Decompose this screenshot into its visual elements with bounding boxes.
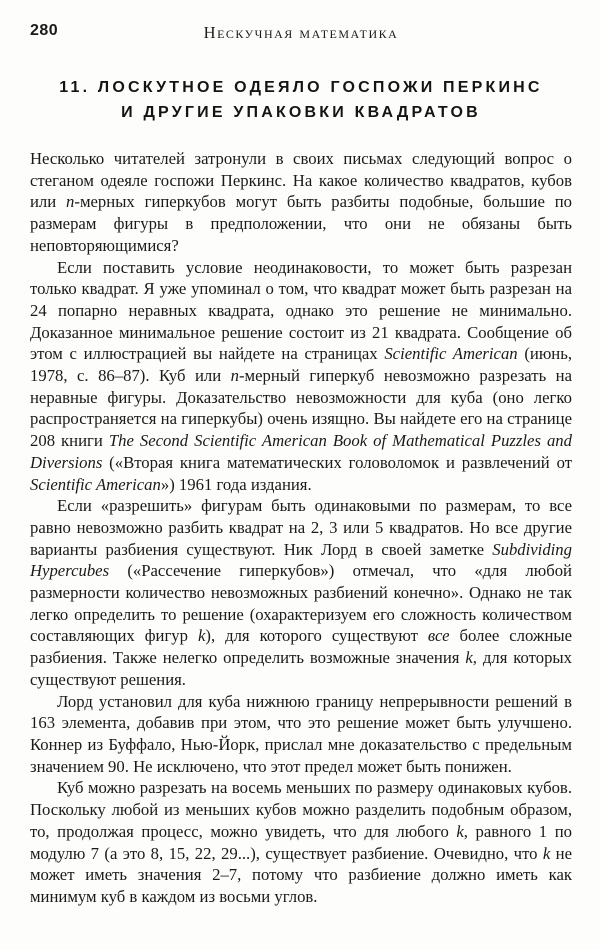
italic-text-run: Scientific American [30,474,161,494]
paragraph-intro-question [30,148,572,257]
chapter-title [30,75,572,125]
text-run: -мерных гиперкубов могут быть разбиты подобные, большие по размерам фигуры в предположении, что они не обязаны быть неповторяющимися? [30,192,572,255]
paragraph-lord-lower-bound [30,691,572,778]
italic-text-run: k [197,626,206,646]
paragraph-unequal-condition [30,257,572,496]
text-run: , для которых существуют решения. [30,648,572,689]
text-run: Несколько читателей затронули в своих письмах следующий вопрос о стеганом одеяле госпожи Перкинс. На какое количество квадратов, кубов или [30,149,572,212]
text-run: ») 1961 года издания. [160,474,312,494]
running-title: Нескучная математика [203,23,399,42]
italic-text-run: k [465,648,473,668]
text-run: ), для которого существуют [205,626,428,646]
text-run: -мерный гиперкуб невозможно разрезать на неравные фигуры. Доказательство невозможности для куба (оно легко распространяется на гиперкубы) очень изящно. Вы найдете его на странице 208 книги [30,366,572,451]
page-header [30,22,572,44]
body-text [30,148,572,908]
text-run: (июнь, 1978, с. 86–87). Куб или [30,344,572,386]
chapter-title-line1: 11. ЛОСКУТНОЕ ОДЕЯЛО ГОСПОЖИ ПЕРКИНС [59,79,543,96]
text-run: , равного 1 по модулю 7 (а это 8, 15, 22, 29...), существует разбиение. Очевидно, что [30,821,572,863]
italic-text-run: n [66,192,75,212]
italic-text-run: Scientific American [384,344,518,364]
text-run: («Рассечение гиперкубов») отмечал, что «для любой размерности количество невозможных разбиений конечно». Однако не так легко определить то решение (охарактеризуем его сложность количеством составляющих фигур [30,561,572,646]
italic-text-run: Subdividing Hypercubes [30,539,572,581]
paragraph-equal-sizes [30,495,572,690]
text-run: не может иметь значения 2–7, потому что разбиение должно иметь как минимум куб в каждом из восьми углов. [30,843,573,906]
page-number: 280 [30,22,59,39]
paragraph-cube-eight [30,777,572,907]
italic-text-run: все [427,626,450,646]
italic-text-run: The Second Scientific American Book of Mathematical Puzzles and Diversions [30,431,572,472]
text-run: («Вторая книга математических головоломок и развлечений от [102,452,572,472]
text-run: Куб можно разрезать на восемь меньших по размеру одинаковых кубов. Поскольку любой из меньших кубов можно разделить подобным образом, то, продолжая процесс, можно увидеть, что для любого [30,778,572,841]
chapter-title-line2: И ДРУГИЕ УПАКОВКИ КВАДРАТОВ [121,104,481,121]
italic-text-run: k [542,843,551,863]
text-run: Если «разрешить» фигурам быть одинаковыми по размерам, то все равно невозможно разбить квадрат на 2, 3 или 5 квадратов. Но все другие варианты разбиения существуют. Ник Лорд в своей заметке [30,496,572,559]
text-run: более сложные разбиения. Также нелегко определить возможные значения [30,626,573,668]
italic-text-run: n [230,366,239,386]
text-run: Лорд установил для куба нижнюю границу непрерывности решений в 163 элемента, добавив при этом, что это решение может быть улучшено. Коннер из Буффало, Нью-Йорк, прислал мне доказательство с предельным значением 90. Не исключено, что этот предел может быть понижен. [30,691,572,776]
text-run: Если поставить условие неодинаковости, то может быть разрезан только квадрат. Я уже упоминал о том, что квадрат может быть разрезан на 24 попарно неравных квадрата, однако это решение не минимально. Доказанное минимальное решение состоит из 21 квадрата. Сообщение об этом с иллюстрацией вы найдете на страницах [30,257,572,364]
italic-text-run: k [456,821,464,841]
